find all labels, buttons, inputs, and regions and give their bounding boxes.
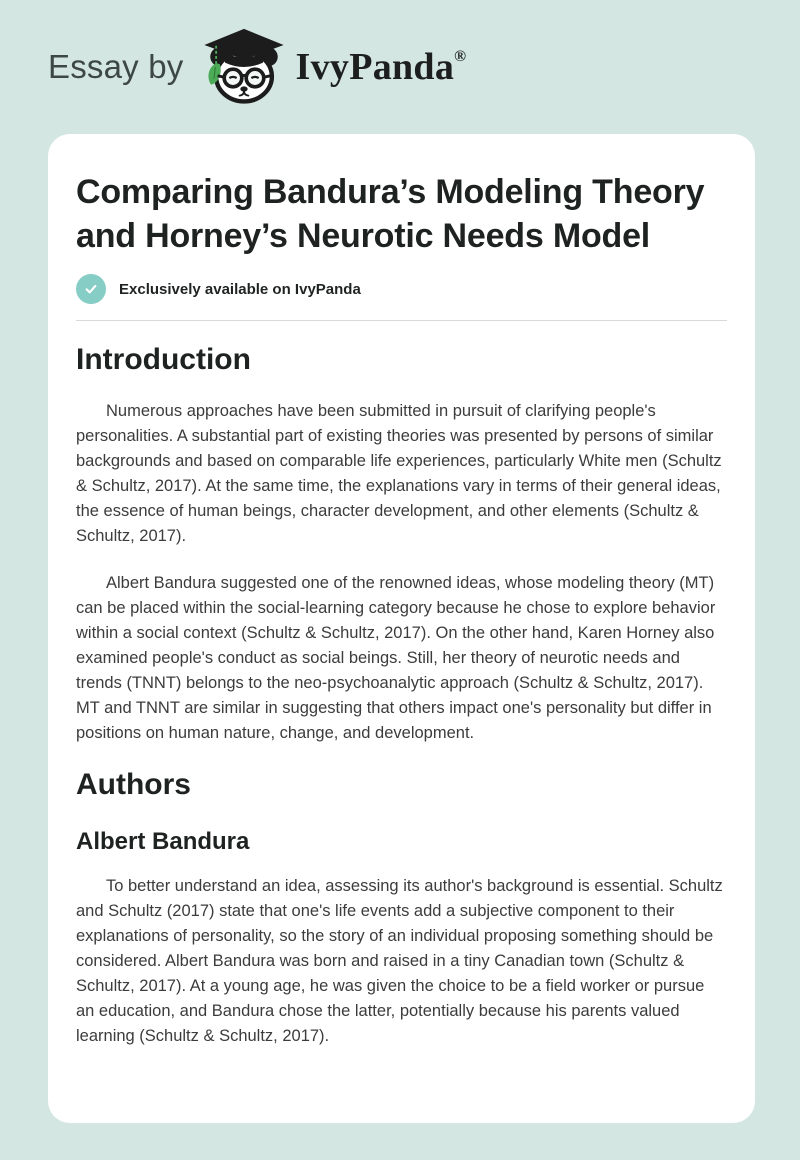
essay-title: Comparing Bandura’s Modeling Theory and Horney’s Neurotic Needs Model bbox=[76, 173, 705, 255]
paragraph-intro-1: Numerous approaches have been submitted in pursuit of clarifying people's personalities. A substantial part of existing theories was presented by persons of similar backgrounds and based on comparable life experiences, particularly White men (Schultz & Schultz, 2017). At the same time, the explanations vary in terms of their general ideas, the essence of human beings, character development, and other elements (Schultz & Schultz, 2017). bbox=[76, 402, 722, 545]
registered-mark: ® bbox=[454, 48, 467, 65]
essay-by-label: Essay by bbox=[48, 48, 184, 85]
section-heading-authors: Authors bbox=[76, 768, 191, 801]
page-header bbox=[0, 0, 800, 134]
check-icon bbox=[76, 274, 106, 304]
brand-name bbox=[296, 45, 467, 89]
subsection-heading-albert-bandura: Albert Bandura bbox=[76, 828, 250, 855]
panda-graduate-icon bbox=[200, 21, 288, 113]
paragraph-intro-2: Albert Bandura suggested one of the renowned ideas, whose modeling theory (MT) can be placed within the social-learning category because he chose to explore behavior within a social context (Schultz & Schultz, 2017). On the other hand, Karen Horney also examined people's conduct as social beings. Still, her theory of neurotic needs and trends (TNNT) belongs to the neo-psychoanalytic approach (Schultz & Schultz, 2017). MT and TNNT are similar in suggesting that others impact one's personality but differ in positions on human nature, change, and development. bbox=[76, 574, 716, 742]
badge-label: Exclusively available on IvyPanda bbox=[119, 280, 361, 298]
brand-text: IvyPanda bbox=[295, 46, 455, 88]
exclusive-badge bbox=[76, 274, 727, 304]
divider bbox=[76, 320, 727, 321]
section-heading-introduction: Introduction bbox=[76, 343, 251, 376]
essay-card bbox=[48, 134, 755, 1123]
paragraph-bandura-1: To better understand an idea, assessing its author's background is essential. Schultz and Schultz (2017) state that one's life events add a subjective component to their explanations of personality, so the story of an individual proposing something should be considered. Albert Bandura was born and raised in a tiny Canadian town (Schultz & Schultz, 2017). At a young age, he was given the choice to be a field worker or pursue an education, and Bandura chose the latter, potentially because his parents valued learning (Schultz & Schultz, 2017). bbox=[76, 877, 723, 1045]
